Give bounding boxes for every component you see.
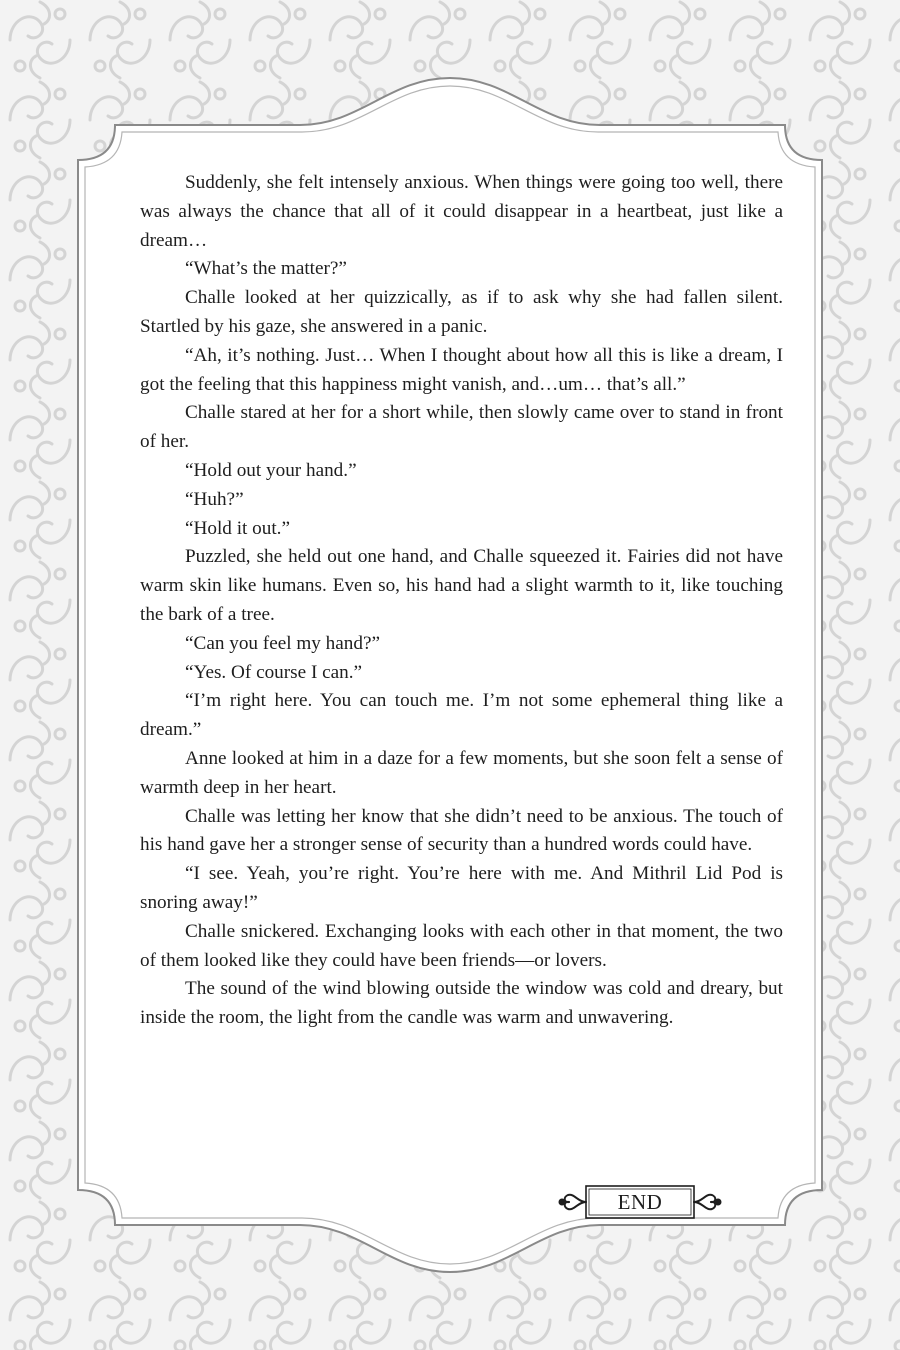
- paragraph: “Can you feel my hand?”: [185, 632, 380, 654]
- paragraph: The sound of the wind blowing outside the window was cold and dreary, but inside the room, the light from the candle was warm and unwavering.: [140, 978, 783, 1029]
- paragraph: “Ah, it’s nothing. Just… When I thought about how all this is like a dream, I got the feeling that this happiness might vanish, and…um… that’s all.”: [140, 344, 783, 395]
- paragraph: “Huh?”: [185, 488, 244, 510]
- paragraph: Anne looked at him in a daze for a few moments, but she soon felt a sense of warmth deep in her heart.: [140, 747, 783, 798]
- end-marker: [558, 1181, 722, 1223]
- story-text: [140, 169, 783, 1033]
- paragraph: “Yes. Of course I can.”: [185, 661, 363, 683]
- paragraph: Challe was letting her know that she didn’t need to be anxious. The touch of his hand gave her a stronger sense of security than a hundred words could have.: [140, 805, 783, 856]
- paragraph: “What’s the matter?”: [185, 258, 347, 280]
- paragraph: “I’m right here. You can touch me. I’m not some ephemeral thing like a dream.”: [140, 690, 783, 741]
- end-label: END: [617, 1190, 663, 1214]
- paragraph: “I see. Yeah, you’re right. You’re here with me. And Mithril Lid Pod is snoring away!”: [140, 863, 783, 913]
- paragraph: Challe snickered. Exchanging looks with each other in that moment, the two of them looked like they could have been friends—or lovers.: [140, 920, 783, 971]
- paragraph: Suddenly, she felt intensely anxious. When things were going too well, there was always the chance that all of it could disappear in a heartbeat, just like a dream…: [140, 172, 783, 251]
- paragraph: “Hold out your hand.”: [185, 459, 357, 481]
- paragraph: Challe looked at her quizzically, as if to ask why she had fallen silent. Startled by his gaze, she answered in a panic.: [140, 287, 783, 337]
- paragraph: “Hold it out.”: [185, 517, 290, 539]
- paragraph: Puzzled, she held out one hand, and Challe squeezed it. Fairies did not have warm skin like humans. Even so, his hand had a slight warmth to it, like touching the bark of a tree.: [140, 546, 783, 625]
- paragraph: Challe stared at her for a short while, then slowly came over to stand in front of her.: [140, 402, 783, 453]
